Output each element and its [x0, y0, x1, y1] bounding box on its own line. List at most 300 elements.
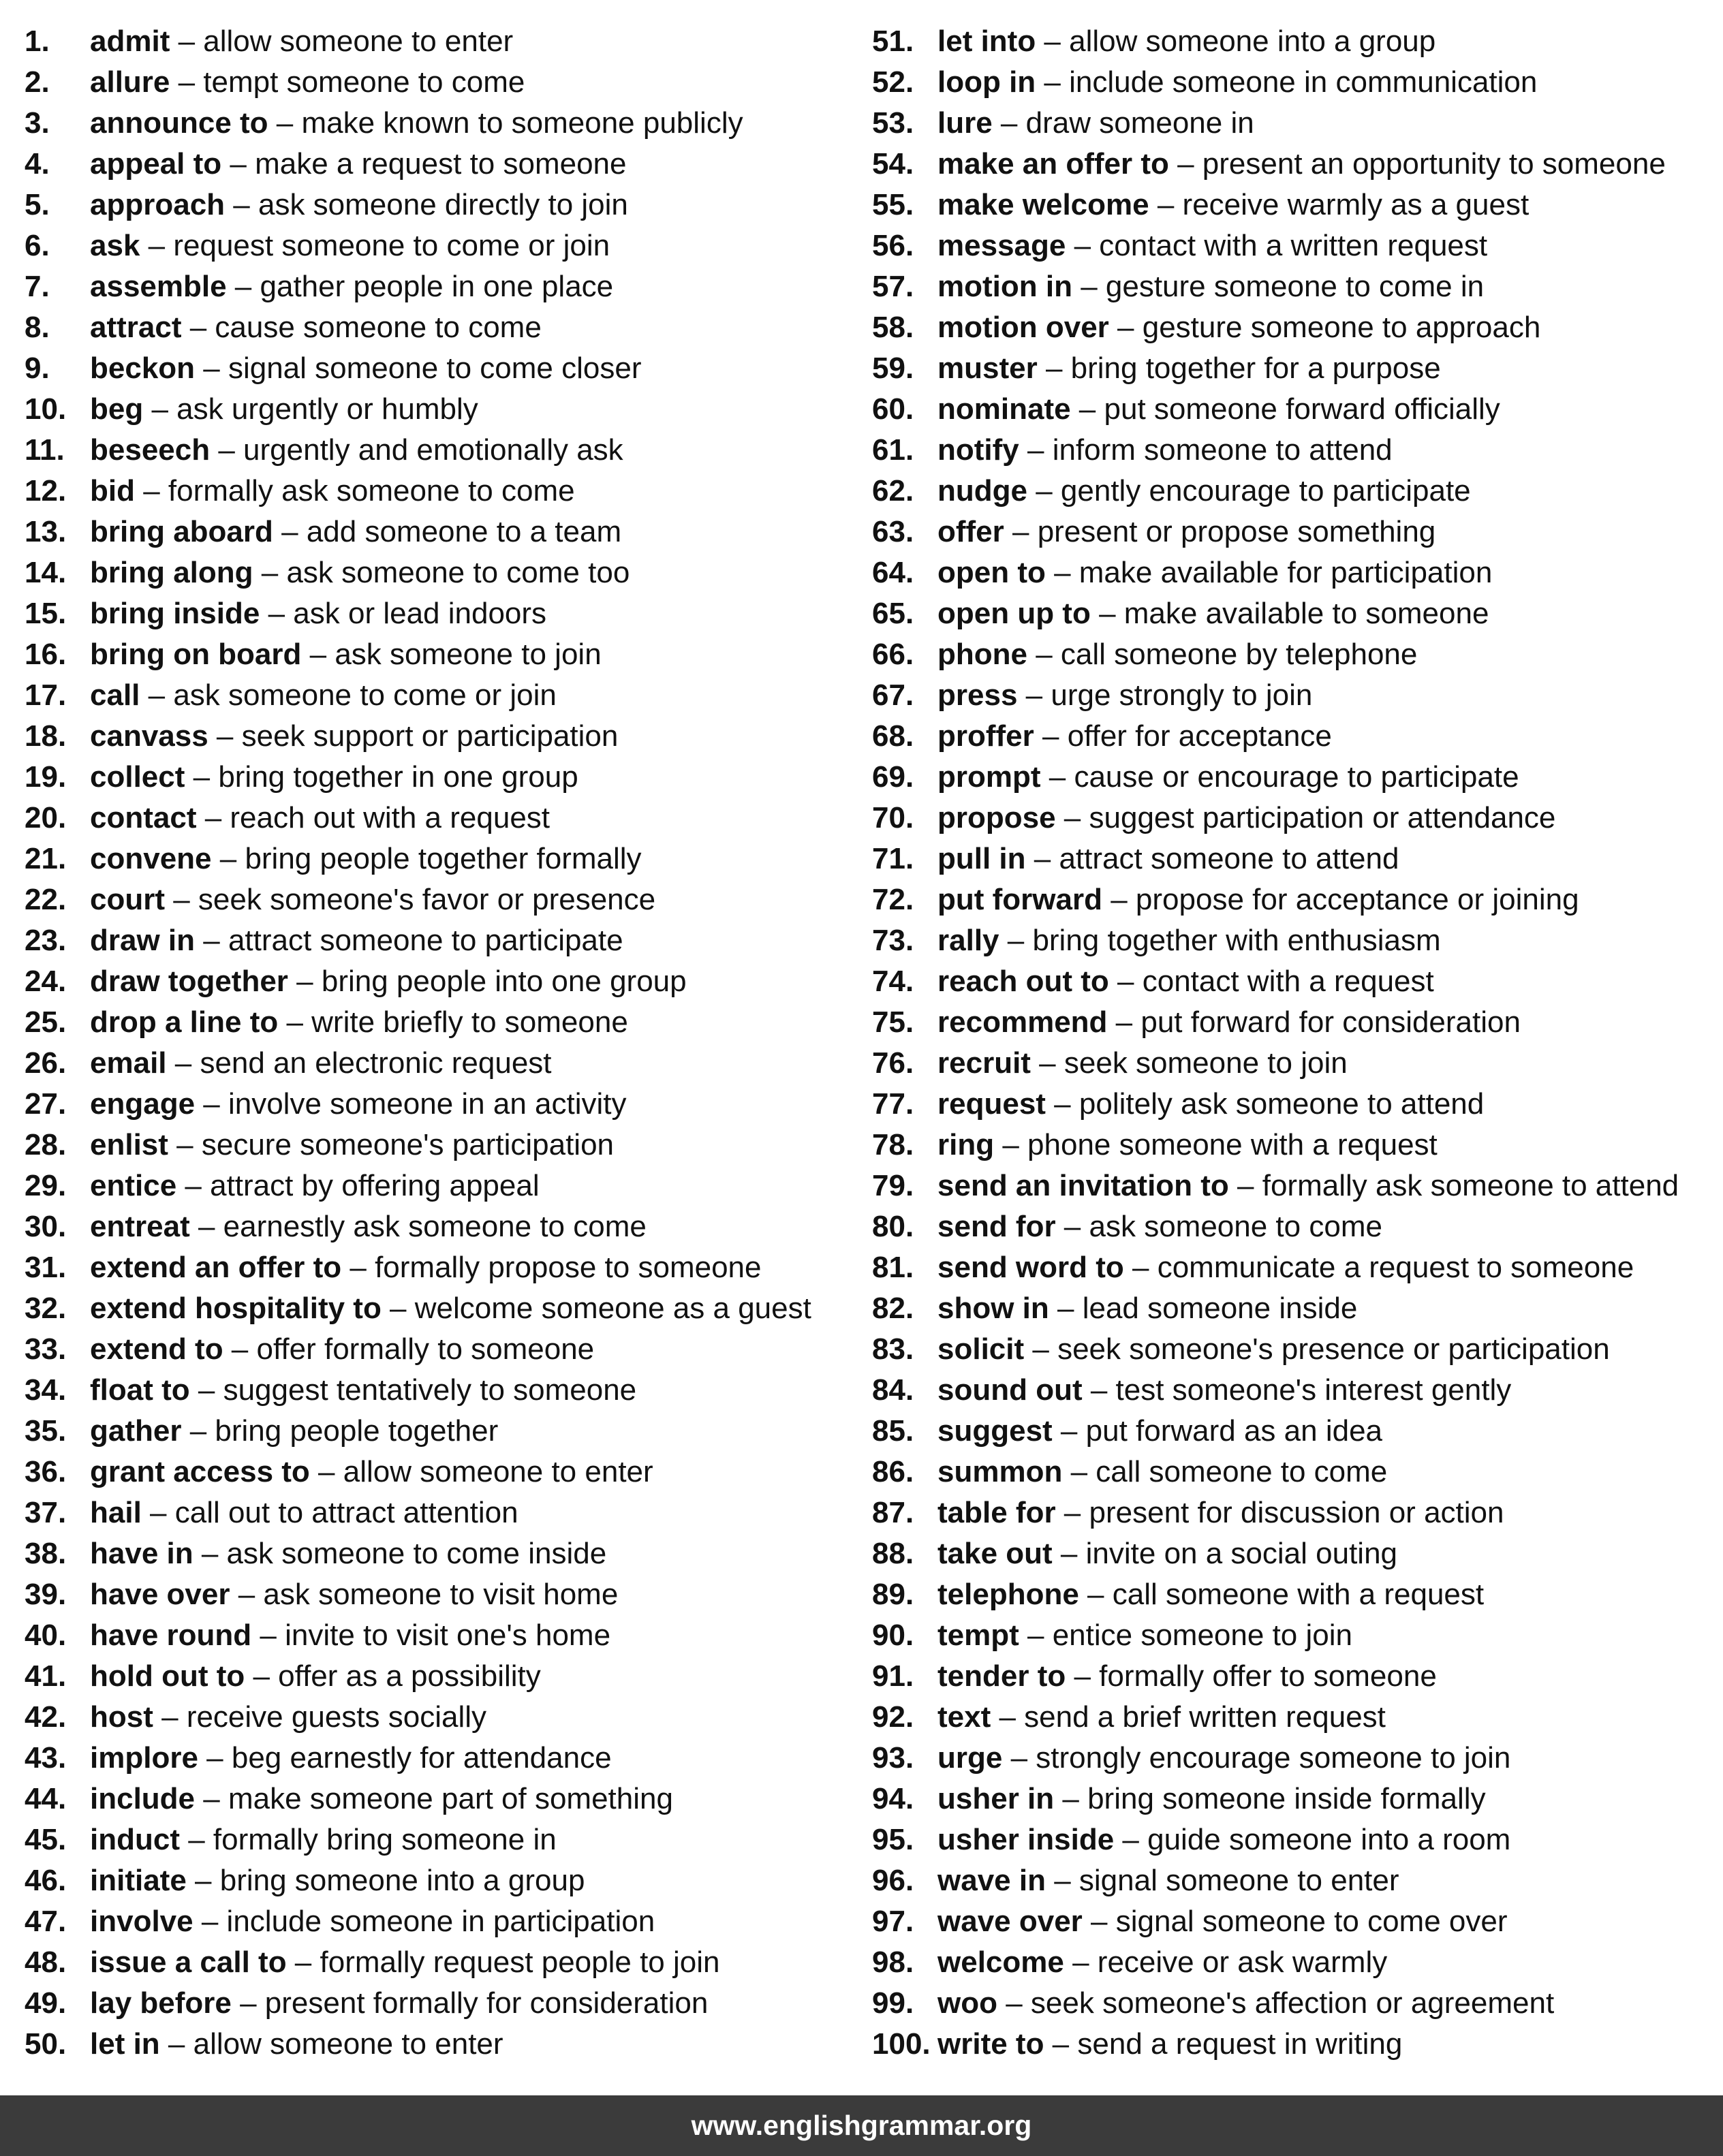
item-term: notify: [937, 433, 1019, 467]
item-definition: present formally for consideration: [264, 1986, 709, 2020]
item-definition: ask someone to come or join: [173, 678, 557, 712]
item-term: open to: [937, 556, 1046, 589]
item-separator: –: [1055, 801, 1089, 834]
item-number: 50.: [25, 2027, 67, 2061]
item-definition: receive warmly as a guest: [1182, 188, 1530, 221]
item-number: 12.: [25, 474, 67, 507]
item-number: 91.: [872, 1659, 914, 1693]
item-definition: ask someone to come: [1089, 1210, 1382, 1243]
list-item: [872, 1738, 1717, 1779]
list-item: [872, 1452, 1717, 1493]
item-term: call: [90, 678, 140, 712]
item-term: sound out: [937, 1373, 1083, 1407]
item-definition: gesture someone to approach: [1142, 311, 1541, 344]
list-item: [25, 1983, 849, 2024]
item-number: 89.: [872, 1578, 914, 1611]
item-term: press: [937, 678, 1018, 712]
item-separator: –: [1228, 1169, 1262, 1202]
item-term: recommend: [937, 1005, 1108, 1039]
item-definition: send a brief written request: [1024, 1700, 1386, 1734]
item-number: 77.: [872, 1087, 914, 1121]
list-item: [872, 1779, 1717, 1819]
item-definition: bring someone into a group: [219, 1864, 585, 1897]
item-number: 85.: [872, 1414, 914, 1448]
item-definition: ask urgently or humbly: [176, 392, 478, 426]
item-separator: –: [181, 1414, 215, 1448]
list-item: [25, 634, 849, 675]
item-separator: –: [1017, 678, 1051, 712]
item-separator: –: [226, 270, 260, 303]
list-item: [872, 21, 1717, 62]
item-definition: draw someone in: [1025, 106, 1254, 140]
item-term: bring on board: [90, 638, 302, 671]
item-separator: –: [1045, 1864, 1079, 1897]
item-separator: –: [1036, 25, 1070, 58]
item-number: 13.: [25, 515, 67, 548]
item-number: 8.: [25, 311, 50, 344]
item-separator: –: [165, 883, 198, 916]
item-definition: lead someone inside: [1082, 1292, 1358, 1325]
list-item: [872, 1615, 1717, 1656]
item-number: 98.: [872, 1946, 914, 1979]
list-item: [872, 961, 1717, 1002]
list-item: [25, 1615, 849, 1656]
item-number: 6.: [25, 229, 50, 262]
item-definition: suggest tentatively to someone: [223, 1373, 637, 1407]
item-number: 33.: [25, 1332, 67, 1366]
list-item: [872, 348, 1717, 389]
item-separator: –: [997, 1986, 1031, 2020]
list-item: [872, 1697, 1717, 1738]
item-definition: put someone forward officially: [1104, 392, 1500, 426]
item-definition: ask someone directly to join: [258, 188, 628, 221]
item-separator: –: [1055, 1496, 1089, 1529]
item-term: entice: [90, 1169, 177, 1202]
item-definition: write briefly to someone: [311, 1005, 628, 1039]
item-separator: –: [278, 1005, 312, 1039]
item-definition: put forward for consideration: [1140, 1005, 1521, 1039]
item-number: 21.: [25, 842, 67, 875]
item-term: suggest: [937, 1414, 1053, 1448]
item-number: 72.: [872, 883, 914, 916]
item-term: bring inside: [90, 597, 260, 630]
item-separator: –: [1045, 556, 1079, 589]
item-number: 36.: [25, 1455, 67, 1488]
item-separator: –: [251, 1619, 285, 1652]
item-number: 56.: [872, 229, 914, 262]
item-term: let into: [937, 25, 1036, 58]
item-term: announce to: [90, 106, 268, 140]
item-term: extend hospitality to: [90, 1292, 382, 1325]
item-definition: formally request people to join: [320, 1946, 720, 1979]
list-item: [25, 1288, 849, 1329]
item-number: 63.: [872, 515, 914, 548]
item-definition: signal someone to come over: [1115, 1905, 1508, 1938]
item-number: 58.: [872, 311, 914, 344]
item-number: 67.: [872, 678, 914, 712]
item-number: 82.: [872, 1292, 914, 1325]
item-definition: ask someone to visit home: [263, 1578, 619, 1611]
item-separator: –: [223, 1332, 257, 1366]
item-separator: –: [1019, 1619, 1053, 1652]
item-term: let in: [90, 2027, 160, 2061]
item-separator: –: [221, 147, 255, 181]
item-definition: politely ask someone to attend: [1078, 1087, 1485, 1121]
item-number: 28.: [25, 1128, 67, 1161]
item-number: 57.: [872, 270, 914, 303]
item-number: 88.: [872, 1537, 914, 1570]
item-separator: –: [309, 1455, 343, 1488]
item-term: involve: [90, 1905, 193, 1938]
item-term: have over: [90, 1578, 230, 1611]
item-term: put forward: [937, 883, 1102, 916]
item-definition: add someone to a team: [306, 515, 622, 548]
list-item: [25, 103, 849, 144]
item-separator: –: [1019, 433, 1053, 467]
item-definition: allow someone into a group: [1069, 25, 1436, 58]
item-term: implore: [90, 1741, 198, 1775]
item-definition: guide someone into a room: [1147, 1823, 1511, 1856]
item-definition: bring together for a purpose: [1070, 351, 1441, 385]
item-number: 29.: [25, 1169, 67, 1202]
item-number: 94.: [872, 1782, 914, 1815]
item-term: extend to: [90, 1332, 223, 1366]
item-term: write to: [937, 2027, 1044, 2061]
item-separator: –: [211, 842, 245, 875]
item-definition: bring together with enthusiasm: [1032, 924, 1441, 957]
item-term: admit: [90, 25, 170, 58]
list-item: [25, 879, 849, 920]
list-item: [872, 1819, 1717, 1860]
list-item: [25, 1125, 849, 1166]
item-number: 16.: [25, 638, 67, 671]
item-term: make an offer to: [937, 147, 1169, 181]
item-term: lure: [937, 106, 993, 140]
item-definition: phone someone with a request: [1027, 1128, 1438, 1161]
item-term: loop in: [937, 65, 1036, 99]
item-separator: –: [168, 1128, 202, 1161]
item-term: lay before: [90, 1986, 232, 2020]
item-number: 70.: [872, 801, 914, 834]
item-separator: –: [1123, 1251, 1158, 1284]
item-separator: –: [1004, 515, 1038, 548]
item-number: 64.: [872, 556, 914, 589]
list-item: [872, 144, 1717, 185]
item-definition: reach out with a request: [230, 801, 550, 834]
item-definition: send a request in writing: [1077, 2027, 1403, 2061]
item-number: 59.: [872, 351, 914, 385]
item-number: 39.: [25, 1578, 67, 1611]
item-definition: call out to attract attention: [174, 1496, 518, 1529]
item-definition: offer as a possibility: [278, 1659, 541, 1693]
item-definition: ask someone to come inside: [226, 1537, 607, 1570]
list-item: [872, 512, 1717, 552]
list-item: [872, 798, 1717, 839]
item-definition: suggest participation or attendance: [1089, 801, 1556, 834]
item-separator: –: [1027, 638, 1061, 671]
item-definition: seek someone's favor or presence: [198, 883, 656, 916]
item-number: 51.: [872, 25, 914, 58]
item-term: have in: [90, 1537, 193, 1570]
item-separator: –: [288, 965, 322, 998]
item-separator: –: [166, 1046, 200, 1080]
item-term: phone: [937, 638, 1027, 671]
item-term: court: [90, 883, 165, 916]
item-term: collect: [90, 760, 185, 794]
list-item: [872, 1288, 1717, 1329]
item-term: usher in: [937, 1782, 1055, 1815]
item-separator: –: [1078, 1578, 1113, 1611]
item-definition: urge strongly to join: [1051, 678, 1313, 712]
item-separator: –: [159, 2027, 193, 2061]
list-item: [872, 1002, 1717, 1043]
list-item: [25, 757, 849, 798]
item-separator: –: [185, 760, 219, 794]
item-separator: –: [1055, 1210, 1089, 1243]
item-definition: receive guests socially: [186, 1700, 487, 1734]
item-definition: present or propose something: [1037, 515, 1436, 548]
item-definition: call someone by telephone: [1060, 638, 1418, 671]
item-separator: –: [189, 1373, 223, 1407]
item-number: 2.: [25, 65, 50, 99]
list-item: [25, 1084, 849, 1125]
item-separator: –: [231, 1986, 265, 2020]
item-separator: –: [1027, 474, 1061, 507]
item-number: 60.: [872, 392, 914, 426]
item-separator: –: [381, 1292, 415, 1325]
item-definition: earnestly ask someone to come: [223, 1210, 647, 1243]
item-definition: bring people into one group: [321, 965, 687, 998]
item-separator: –: [273, 515, 307, 548]
item-term: tender to: [937, 1659, 1066, 1693]
item-definition: attract someone to attend: [1059, 842, 1399, 875]
footer-bar: [0, 2095, 1723, 2156]
list-item: [25, 2024, 849, 2065]
list-item: [872, 1125, 1717, 1166]
item-separator: –: [260, 597, 294, 630]
item-separator: –: [1107, 1005, 1141, 1039]
item-term: bring along: [90, 556, 253, 589]
item-definition: cause someone to come: [215, 311, 542, 344]
item-number: 18.: [25, 719, 67, 753]
list-item: [25, 1574, 849, 1615]
item-definition: make known to someone publicly: [301, 106, 743, 140]
list-item: [25, 144, 849, 185]
list-item: [25, 1942, 849, 1983]
item-definition: bring together in one group: [218, 760, 578, 794]
item-number: 55.: [872, 188, 914, 221]
list-item: [872, 1656, 1717, 1697]
item-number: 31.: [25, 1251, 67, 1284]
list-item: [872, 1370, 1717, 1411]
item-separator: –: [992, 106, 1026, 140]
list-item: [872, 716, 1717, 757]
item-number: 49.: [25, 1986, 67, 2020]
item-separator: –: [1040, 760, 1074, 794]
list-item: [25, 1411, 849, 1452]
item-definition: cause or encourage to participate: [1074, 760, 1519, 794]
item-separator: –: [999, 924, 1033, 957]
item-definition: formally offer to someone: [1099, 1659, 1437, 1693]
item-term: draw together: [90, 965, 288, 998]
item-number: 38.: [25, 1537, 67, 1570]
item-definition: gather people in one place: [260, 270, 614, 303]
list-item: [872, 879, 1717, 920]
item-term: muster: [937, 351, 1038, 385]
item-separator: –: [195, 1782, 228, 1815]
item-term: bid: [90, 474, 135, 507]
item-term: request: [937, 1087, 1046, 1121]
item-number: 84.: [872, 1373, 914, 1407]
item-term: message: [937, 229, 1066, 262]
item-separator: –: [195, 1087, 228, 1121]
item-separator: –: [193, 1537, 227, 1570]
item-definition: beg earnestly for attendance: [231, 1741, 612, 1775]
list-item: [872, 225, 1717, 266]
item-term: proffer: [937, 719, 1034, 753]
item-definition: ask someone to join: [335, 638, 602, 671]
list-item: [25, 1860, 849, 1901]
item-definition: attract by offering appeal: [210, 1169, 540, 1202]
item-separator: –: [225, 188, 258, 221]
item-separator: –: [1036, 65, 1070, 99]
list-item: [25, 62, 849, 103]
item-term: nominate: [937, 392, 1071, 426]
item-separator: –: [1168, 147, 1202, 181]
item-term: gather: [90, 1414, 182, 1448]
item-term: summon: [937, 1455, 1063, 1488]
list-item: [25, 1452, 849, 1493]
item-number: 68.: [872, 719, 914, 753]
list-item: [25, 1247, 849, 1288]
item-separator: –: [230, 1578, 264, 1611]
list-item: [25, 266, 849, 307]
item-separator: –: [286, 1946, 320, 1979]
list-item: [25, 1901, 849, 1942]
item-term: take out: [937, 1537, 1053, 1570]
list-item: [25, 1533, 849, 1574]
item-number: 32.: [25, 1292, 67, 1325]
item-separator: –: [1108, 965, 1143, 998]
item-definition: offer formally to someone: [256, 1332, 595, 1366]
item-separator: –: [1034, 719, 1068, 753]
item-definition: send an electronic request: [200, 1046, 552, 1080]
item-separator: –: [198, 1741, 232, 1775]
item-separator: –: [141, 1496, 175, 1529]
item-number: 42.: [25, 1700, 67, 1734]
item-number: 23.: [25, 924, 67, 957]
item-definition: make a request to someone: [255, 147, 627, 181]
item-separator: –: [1114, 1823, 1148, 1856]
list-item: [872, 430, 1717, 471]
list-item: [25, 1329, 849, 1370]
item-term: drop a line to: [90, 1005, 279, 1039]
item-number: 1.: [25, 25, 50, 58]
item-term: offer: [937, 515, 1004, 548]
list-item: [872, 552, 1717, 593]
item-term: rally: [937, 924, 999, 957]
item-separator: –: [186, 1864, 220, 1897]
list-item: [872, 1247, 1717, 1288]
item-term: enlist: [90, 1128, 168, 1161]
item-separator: –: [1066, 1659, 1100, 1693]
list-item: [25, 839, 849, 879]
item-number: 54.: [872, 147, 914, 181]
item-separator: –: [181, 311, 215, 344]
item-definition: welcome someone as a guest: [414, 1292, 811, 1325]
item-definition: call someone to come: [1096, 1455, 1388, 1488]
item-term: contact: [90, 801, 197, 834]
item-term: host: [90, 1700, 153, 1734]
item-separator: –: [1090, 597, 1124, 630]
item-definition: inform someone to attend: [1052, 433, 1393, 467]
item-definition: allow someone to enter: [203, 25, 514, 58]
list-item: [872, 1942, 1717, 1983]
item-term: engage: [90, 1087, 196, 1121]
item-term: solicit: [937, 1332, 1025, 1366]
item-separator: –: [170, 65, 204, 99]
list-item: [872, 1329, 1717, 1370]
item-definition: propose for acceptance or joining: [1135, 883, 1579, 916]
item-separator: –: [134, 474, 168, 507]
item-term: initiate: [90, 1864, 187, 1897]
item-definition: bring people together formally: [245, 842, 642, 875]
item-number: 83.: [872, 1332, 914, 1366]
item-separator: –: [1070, 392, 1104, 426]
list-item: [872, 1901, 1717, 1942]
item-term: email: [90, 1046, 167, 1080]
item-term: allure: [90, 65, 170, 99]
item-term: woo: [937, 1986, 997, 2020]
list-item: [25, 1002, 849, 1043]
list-item: [25, 389, 849, 430]
list-item: [872, 1574, 1717, 1615]
list-item: [872, 920, 1717, 961]
item-term: send word to: [937, 1251, 1124, 1284]
item-term: motion in: [937, 270, 1072, 303]
item-number: 30.: [25, 1210, 67, 1243]
item-separator: –: [143, 392, 177, 426]
item-definition: seek someone's affection or agreement: [1030, 1986, 1555, 2020]
item-number: 71.: [872, 842, 914, 875]
item-definition: urgently and emotionally ask: [243, 433, 623, 467]
item-term: wave in: [937, 1864, 1046, 1897]
footer-url[interactable]: www.englishgrammar.org: [691, 2110, 1032, 2141]
item-definition: contact with a request: [1142, 965, 1434, 998]
item-term: propose: [937, 801, 1056, 834]
item-number: 92.: [872, 1700, 914, 1734]
item-definition: include someone in participation: [226, 1905, 655, 1938]
item-number: 37.: [25, 1496, 67, 1529]
item-term: send an invitation to: [937, 1169, 1229, 1202]
item-definition: seek support or participation: [241, 719, 619, 753]
list-item: [872, 634, 1717, 675]
item-number: 86.: [872, 1455, 914, 1488]
list-item: [25, 225, 849, 266]
item-number: 19.: [25, 760, 67, 794]
item-number: 7.: [25, 270, 50, 303]
item-term: issue a call to: [90, 1946, 287, 1979]
item-definition: put forward as an idea: [1085, 1414, 1383, 1448]
list-item: [872, 1084, 1717, 1125]
item-definition: entice someone to join: [1052, 1619, 1352, 1652]
item-number: 46.: [25, 1864, 67, 1897]
item-separator: –: [1049, 1292, 1083, 1325]
list-item: [872, 103, 1717, 144]
item-definition: gently encourage to participate: [1060, 474, 1471, 507]
item-term: make welcome: [937, 188, 1149, 221]
item-number: 66.: [872, 638, 914, 671]
